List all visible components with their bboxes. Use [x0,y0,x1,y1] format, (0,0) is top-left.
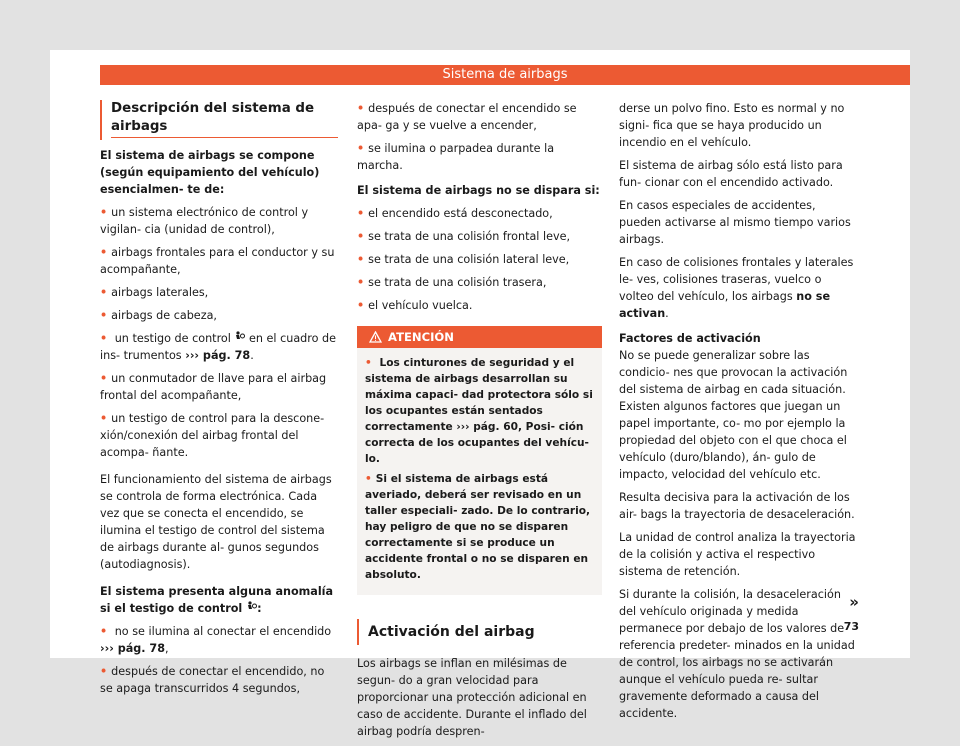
list-item: • airbags laterales, [100,284,338,301]
warning-item-text: Los cinturones de seguridad y el sistema de airbags desarrollan su máxima capaci- dad protectora sólo si los ocupantes están sentados correctamente [365,357,593,433]
section-title-text: Activación del airbag [368,624,535,640]
column-middle [357,100,602,746]
list-item: • después de conectar el encendido se apa- ga y se vuelve a encender, [357,100,602,134]
page-number: 73 [843,620,859,633]
list-item: • el vehículo vuelca. [357,297,602,314]
list-item: • se trata de una colisión lateral leve, [357,251,602,268]
warning-box [357,326,602,595]
title-underline [111,137,338,138]
list-item: • airbags frontales para el conductor y su acompañante, [100,244,338,278]
factors-heading: Factores de activación [619,332,761,345]
list-item: • airbags de cabeza, [100,307,338,324]
warning-body [357,348,602,595]
paragraph: derse un polvo fino. Esto es normal y no signi- fica que se haya producido un incendio en el vehículo. [619,102,845,149]
paragraph: La unidad de control analiza la trayectoria de la colisión y activa el respectivo sistema de retención. [619,531,856,578]
warning-triangle-icon [369,331,382,343]
list-item: • un testigo de control para la descone- xión/conexión del airbag frontal del acompa- ñante. [100,410,338,461]
list-item: • un conmutador de llave para el airbag frontal del acompañante, [100,370,338,404]
paragraph: En caso de colisiones frontales y laterales le- ves, colisiones traseras, vuelco o volteo del vehículo, los airbags no se activan. [619,256,854,320]
warning-header [357,326,602,348]
chapter-header: Sistema de airbags [100,65,910,85]
list-item: • después de conectar el encendido, no se apaga transcurridos 4 segundos, [100,663,338,697]
list-item: • se ilumina o parpadea durante la marcha. [357,140,602,174]
airbag-warning-icon [246,601,257,612]
page-reference-link[interactable]: ››› pág. 78 [100,642,166,655]
column-left [100,100,338,703]
page-reference-link[interactable]: ››› pág. 60, Posi- ción correcta de los ocupantes del vehícu- lo. [365,421,589,465]
intro-text: El sistema de airbags se compone (según equipamiento del vehículo) esencialmen- te de: [100,149,320,196]
list-item: • un testigo de control en el cuadro de ins- trumentos ››› pág. 78. [100,330,338,364]
paragraph: Los airbags se inflan en milésimas de segun- do a gran velocidad para proporcionar una protección adicional en caso de accidente. Durante el inflado del airbag podría despren- [357,657,587,738]
list-item: • no se ilumina al conectar el encendido ››› pág. 78, [100,623,338,657]
airbag-warning-icon [234,331,245,342]
list-item: • se trata de una colisión trasera, [357,274,602,291]
list-item: • el encendido está desconectado, [357,205,602,222]
page-reference-link[interactable]: ››› pág. 78 [185,349,251,362]
list-item-text: no se ilumina al conectar el encendido [114,625,332,638]
no-trigger-heading: El sistema de airbags no se dispara si: [357,184,600,197]
paragraph: El sistema de airbag sólo está listo para fun- cionar con el encendido activado. [619,159,843,189]
warning-item [365,355,594,467]
manual-page [50,50,910,738]
warning-item: • Si el sistema de airbags está averiado, deberá ser revisado en un taller especiali- zado. De lo contrario, hay peligro de que no se disparen correctamente si se produce un accidente frontal o no se disparen en absoluto. [365,471,594,583]
list-item-text: en el cuadro de ins- trumentos [100,332,337,362]
section-title-text: Descripción del sistema de airbags [111,101,315,134]
paragraph: En casos especiales de accidentes, pueden activarse al mismo tiempo varios airbags. [619,199,851,246]
list-item: • un sistema electrónico de control y vigilan- cia (unidad de control), [100,204,338,238]
anomaly-heading-text: El sistema presenta alguna anomalía si el testigo de control [100,585,334,615]
section-title-activation [357,619,602,645]
list-item: • se trata de una colisión frontal leve, [357,228,602,245]
paragraph: El funcionamiento del sistema de airbags se controla de forma electrónica. Cada vez que se conecta el encendido, se ilumina el testigo de control del sistema de airbags durante al- gunos segundos (autodiagnosis). [100,473,332,571]
list-item-text: un testigo de control [114,332,231,345]
warning-label: ATENCIÓN [388,330,454,344]
emphasis-text: no se activan [619,290,831,320]
continue-mark: » [849,593,859,611]
paragraph: Resulta decisiva para la activación de los air- bags la trayectoria de desaceleración. [619,491,855,521]
paragraph: No se puede generalizar sobre las condicio- nes que provocan la activación del sistema de airbag en cada situación. Existen algunos factores que juegan un papel importante, co- mo por ejemplo la propiedad del objeto con el que choca el vehículo (duro/blando), án- gulo de impacto, velocidad del vehículo etc. [619,349,848,481]
paragraph-text: En caso de colisiones frontales y laterales le- ves, colisiones traseras, vuelco o volteo del vehículo, los airbags [619,256,854,303]
anomaly-heading: El sistema presenta alguna anomalía si el testigo de control : [100,585,334,615]
column-right [619,100,859,728]
section-title-description [100,100,338,140]
paragraph: Si durante la colisión, la desaceleración del vehículo originada y medida permanece por debajo de los valores de referencia predeter- minados en la unidad de control, los airbags no se activarán aunque el vehículo pueda re- sultar gravemente deformado a causa del accidente. [619,588,855,720]
